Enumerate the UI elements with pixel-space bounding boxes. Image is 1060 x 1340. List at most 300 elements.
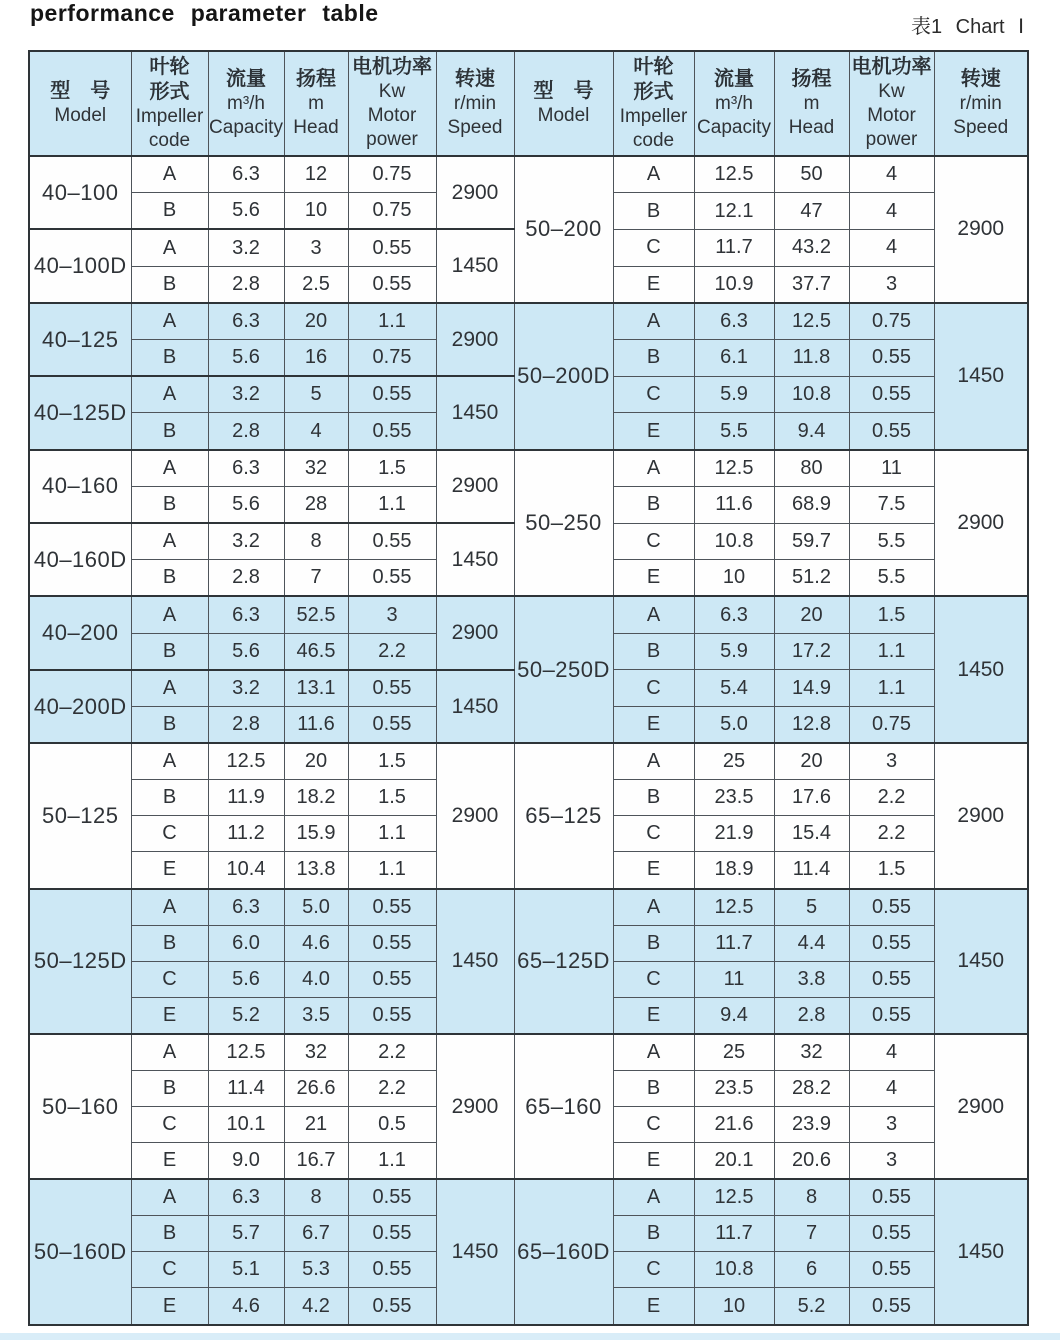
power-cell: 1.1: [348, 303, 436, 340]
capacity-cell: 10.9: [694, 266, 774, 303]
header-head-right: [774, 51, 849, 156]
impeller-cell: B: [131, 413, 208, 450]
power-cell: 0.75: [348, 193, 436, 230]
impeller-cell: E: [131, 1143, 208, 1180]
capacity-cell: 20.1: [694, 1143, 774, 1180]
head-cell: 4.6: [284, 925, 348, 961]
power-cell: 0.55: [348, 961, 436, 997]
impeller-cell: B: [131, 707, 208, 744]
header-line: m: [803, 93, 820, 114]
header-line: code: [632, 129, 675, 151]
header-line: 扬程: [791, 68, 832, 90]
capacity-cell: 10.8: [694, 523, 774, 560]
power-cell: 0.55: [348, 1252, 436, 1288]
power-cell: 0.55: [348, 1179, 436, 1216]
power-cell: 0.55: [348, 413, 436, 450]
head-cell: 80: [774, 450, 849, 487]
header-line: 型 号: [533, 80, 594, 102]
head-cell: 13.1: [284, 670, 348, 707]
header-line: r/min: [453, 93, 497, 114]
head-cell: 20: [284, 303, 348, 340]
head-cell: 20: [284, 743, 348, 780]
impeller-cell: E: [613, 266, 694, 303]
header-line: Impeller: [135, 105, 204, 127]
power-cell: 0.55: [348, 1216, 436, 1252]
head-cell: 5: [284, 376, 348, 413]
impeller-cell: B: [131, 1071, 208, 1107]
header-model-right: [514, 51, 613, 156]
power-cell: 3: [849, 743, 934, 780]
head-cell: 9.4: [774, 413, 849, 450]
speed-cell: 1450: [934, 596, 1028, 743]
impeller-cell: B: [131, 486, 208, 523]
head-cell: 47: [774, 193, 849, 230]
power-cell: 7.5: [849, 486, 934, 523]
power-cell: 0.55: [849, 413, 934, 450]
capacity-cell: 5.2: [208, 997, 284, 1034]
impeller-cell: B: [613, 340, 694, 377]
speed-cell: 1450: [934, 889, 1028, 1034]
header-line: 形式: [633, 80, 674, 103]
power-cell: 0.55: [348, 925, 436, 961]
power-cell: 2.2: [348, 633, 436, 670]
model-cell: 50–200: [514, 156, 613, 303]
capacity-cell: 5.6: [208, 961, 284, 997]
chart-number-label: 表1 Chart Ⅰ: [910, 16, 1024, 38]
head-cell: 11.4: [774, 852, 849, 889]
capacity-cell: 12.5: [208, 1034, 284, 1071]
power-cell: 1.5: [348, 450, 436, 487]
header-line: Head: [788, 117, 835, 138]
model-cell: 65–125: [514, 743, 613, 888]
capacity-cell: 10.1: [208, 1107, 284, 1143]
head-cell: 59.7: [774, 523, 849, 560]
impeller-cell: B: [131, 925, 208, 961]
capacity-cell: 3.2: [208, 523, 284, 560]
table-body: [29, 156, 1028, 1325]
impeller-cell: A: [131, 1179, 208, 1216]
head-cell: 12.8: [774, 707, 849, 744]
impeller-cell: C: [613, 816, 694, 852]
impeller-cell: E: [613, 560, 694, 597]
impeller-cell: C: [613, 670, 694, 707]
power-cell: 5.5: [849, 523, 934, 560]
power-cell: 0.55: [348, 376, 436, 413]
capacity-cell: 4.6: [208, 1288, 284, 1325]
impeller-cell: C: [613, 1107, 694, 1143]
header-line: Kw: [378, 81, 406, 102]
header-speed-left: [436, 51, 514, 156]
header-line: 流量: [226, 68, 266, 90]
capacity-cell: 5.7: [208, 1216, 284, 1252]
impeller-cell: A: [613, 303, 694, 340]
power-cell: 1.5: [348, 780, 436, 816]
power-cell: 0.55: [348, 523, 436, 560]
impeller-cell: A: [131, 889, 208, 926]
header-head-left: [284, 51, 348, 156]
impeller-cell: B: [613, 486, 694, 523]
capacity-cell: 6.3: [208, 303, 284, 340]
power-cell: 0.55: [849, 1179, 934, 1216]
impeller-cell: B: [613, 193, 694, 230]
impeller-cell: B: [613, 633, 694, 670]
head-cell: 8: [284, 523, 348, 560]
impeller-cell: A: [131, 229, 208, 266]
speed-cell: 2900: [934, 1034, 1028, 1179]
model-cell: 40–160D: [29, 523, 131, 596]
capacity-cell: 6.3: [694, 303, 774, 340]
impeller-cell: A: [131, 523, 208, 560]
capacity-cell: 12.1: [694, 193, 774, 230]
speed-cell: 2900: [436, 450, 514, 523]
capacity-cell: 12.5: [694, 889, 774, 926]
impeller-cell: B: [131, 780, 208, 816]
capacity-cell: 9.0: [208, 1143, 284, 1180]
capacity-cell: 5.0: [694, 707, 774, 744]
head-cell: 16.7: [284, 1143, 348, 1180]
head-cell: 51.2: [774, 560, 849, 597]
impeller-cell: B: [613, 925, 694, 961]
power-cell: 2.2: [348, 1071, 436, 1107]
header-line: m³/h: [227, 93, 265, 114]
power-cell: 3: [348, 596, 436, 633]
power-cell: 0.55: [849, 889, 934, 926]
head-cell: 46.5: [284, 633, 348, 670]
capacity-cell: 5.6: [208, 340, 284, 377]
head-cell: 20.6: [774, 1143, 849, 1180]
capacity-cell: 6.3: [694, 596, 774, 633]
capacity-cell: 12.5: [694, 450, 774, 487]
head-cell: 16: [284, 340, 348, 377]
header-line: Head: [293, 117, 339, 138]
power-cell: 0.55: [849, 997, 934, 1034]
head-cell: 5.0: [284, 889, 348, 926]
capacity-cell: 5.6: [208, 193, 284, 230]
power-cell: 1.1: [849, 633, 934, 670]
header-line: 电机功率: [851, 56, 932, 78]
head-cell: 5.2: [774, 1288, 849, 1325]
model-cell: 65–125D: [514, 889, 613, 1034]
capacity-cell: 10.4: [208, 852, 284, 889]
header-capacity-left: [208, 51, 284, 156]
power-cell: 0.55: [849, 376, 934, 413]
capacity-cell: 2.8: [208, 560, 284, 597]
head-cell: 32: [284, 1034, 348, 1071]
model-cell: 40–160: [29, 450, 131, 523]
capacity-cell: 12.5: [208, 743, 284, 780]
capacity-cell: 11.6: [694, 486, 774, 523]
power-cell: 1.5: [849, 852, 934, 889]
capacity-cell: 5.6: [208, 633, 284, 670]
impeller-cell: C: [131, 1107, 208, 1143]
power-cell: 4: [849, 229, 934, 266]
head-cell: 15.9: [284, 816, 348, 852]
capacity-cell: 25: [694, 743, 774, 780]
head-cell: 11.8: [774, 340, 849, 377]
header-line: 扬程: [296, 68, 336, 90]
impeller-cell: C: [613, 523, 694, 560]
header-capacity-right: [694, 51, 774, 156]
power-cell: 1.5: [849, 596, 934, 633]
table-row: [29, 1179, 1028, 1216]
speed-cell: 2900: [436, 1034, 514, 1179]
impeller-cell: A: [613, 156, 694, 193]
impeller-cell: E: [131, 852, 208, 889]
speed-cell: 2900: [436, 303, 514, 376]
head-cell: 26.6: [284, 1071, 348, 1107]
power-cell: 4: [849, 1071, 934, 1107]
head-cell: 23.9: [774, 1107, 849, 1143]
page-title: performance parameter table: [30, 0, 379, 26]
head-cell: 17.6: [774, 780, 849, 816]
impeller-cell: A: [131, 1034, 208, 1071]
capacity-cell: 6.3: [208, 450, 284, 487]
impeller-cell: B: [131, 1216, 208, 1252]
model-cell: 50–125D: [29, 889, 131, 1034]
impeller-cell: C: [613, 961, 694, 997]
power-cell: 2.2: [348, 1034, 436, 1071]
impeller-cell: C: [131, 1252, 208, 1288]
power-cell: 11: [849, 450, 934, 487]
header-line: Motor: [367, 105, 417, 126]
impeller-cell: A: [613, 743, 694, 780]
power-cell: 4: [849, 193, 934, 230]
impeller-cell: A: [613, 450, 694, 487]
head-cell: 4.4: [774, 925, 849, 961]
head-cell: 32: [284, 450, 348, 487]
table-row: [29, 743, 1028, 780]
header-model-left: [29, 51, 131, 156]
capacity-cell: 12.5: [694, 156, 774, 193]
head-cell: 4: [284, 413, 348, 450]
power-cell: 1.5: [348, 743, 436, 780]
head-cell: 3: [284, 229, 348, 266]
power-cell: 0.55: [348, 889, 436, 926]
model-cell: 50–250: [514, 450, 613, 597]
header-line: Kw: [878, 81, 905, 102]
power-cell: 0.75: [348, 156, 436, 193]
impeller-cell: E: [613, 852, 694, 889]
power-cell: 3: [849, 1107, 934, 1143]
power-cell: 5.5: [849, 560, 934, 597]
power-cell: 0.75: [849, 707, 934, 744]
capacity-cell: 23.5: [694, 1071, 774, 1107]
impeller-cell: B: [131, 633, 208, 670]
table-row: [29, 156, 1028, 193]
header-motor-power-right: [849, 51, 934, 156]
head-cell: 20: [774, 743, 849, 780]
bottom-strip: [0, 1333, 1060, 1340]
speed-cell: 2900: [934, 156, 1028, 303]
power-cell: 3: [849, 1143, 934, 1180]
impeller-cell: E: [613, 707, 694, 744]
head-cell: 28: [284, 486, 348, 523]
head-cell: 12.5: [774, 303, 849, 340]
capacity-cell: 25: [694, 1034, 774, 1071]
header-line: Model: [537, 105, 590, 126]
head-cell: 50: [774, 156, 849, 193]
capacity-cell: 6.3: [208, 156, 284, 193]
header-line: 流量: [714, 68, 754, 90]
impeller-cell: A: [131, 743, 208, 780]
head-cell: 20: [774, 596, 849, 633]
capacity-cell: 5.4: [694, 670, 774, 707]
model-cell: 40–125D: [29, 376, 131, 449]
model-cell: 40–200: [29, 596, 131, 669]
impeller-cell: A: [131, 303, 208, 340]
power-cell: 0.75: [348, 340, 436, 377]
table-row: [29, 1034, 1028, 1071]
speed-cell: 1450: [436, 229, 514, 302]
capacity-cell: 6.3: [208, 1179, 284, 1216]
capacity-cell: 3.2: [208, 376, 284, 413]
power-cell: 0.55: [348, 1288, 436, 1325]
impeller-cell: A: [131, 156, 208, 193]
head-cell: 32: [774, 1034, 849, 1071]
header-line: Capacity: [209, 117, 283, 138]
impeller-cell: A: [131, 450, 208, 487]
capacity-cell: 6.1: [694, 340, 774, 377]
table-row: [29, 303, 1028, 340]
impeller-cell: A: [131, 596, 208, 633]
speed-cell: 2900: [436, 743, 514, 888]
model-cell: 50–125: [29, 743, 131, 888]
head-cell: 68.9: [774, 486, 849, 523]
head-cell: 3.8: [774, 961, 849, 997]
model-cell: 50–250D: [514, 596, 613, 743]
capacity-cell: 10: [694, 560, 774, 597]
capacity-cell: 2.8: [208, 266, 284, 303]
header-line: power: [366, 129, 418, 150]
capacity-cell: 21.9: [694, 816, 774, 852]
capacity-cell: 18.9: [694, 852, 774, 889]
power-cell: 0.55: [849, 1216, 934, 1252]
capacity-cell: 11.2: [208, 816, 284, 852]
head-cell: 2.8: [774, 997, 849, 1034]
performance-table: [28, 50, 1029, 1326]
impeller-cell: E: [613, 1143, 694, 1180]
head-cell: 3.5: [284, 997, 348, 1034]
capacity-cell: 10: [694, 1288, 774, 1325]
power-cell: 1.1: [348, 816, 436, 852]
power-cell: 0.55: [348, 707, 436, 744]
head-cell: 18.2: [284, 780, 348, 816]
speed-cell: 2900: [436, 156, 514, 229]
head-cell: 10.8: [774, 376, 849, 413]
capacity-cell: 5.9: [694, 376, 774, 413]
impeller-cell: E: [131, 1288, 208, 1325]
capacity-cell: 21.6: [694, 1107, 774, 1143]
header-line: 叶轮: [633, 55, 674, 78]
capacity-cell: 6.3: [208, 889, 284, 926]
impeller-cell: C: [131, 816, 208, 852]
capacity-cell: 3.2: [208, 229, 284, 266]
header-line: r/min: [959, 93, 1002, 114]
impeller-cell: C: [613, 1252, 694, 1288]
model-cell: 50–160D: [29, 1179, 131, 1325]
header-speed-right: [934, 51, 1028, 156]
header-impeller-left: [131, 51, 208, 156]
power-cell: 1.1: [849, 670, 934, 707]
speed-cell: 1450: [934, 1179, 1028, 1325]
head-cell: 7: [774, 1216, 849, 1252]
capacity-cell: 23.5: [694, 780, 774, 816]
capacity-cell: 11.7: [694, 925, 774, 961]
model-cell: 40–100D: [29, 229, 131, 302]
capacity-cell: 2.8: [208, 707, 284, 744]
impeller-cell: E: [613, 1288, 694, 1325]
impeller-cell: B: [131, 266, 208, 303]
head-cell: 13.8: [284, 852, 348, 889]
head-cell: 21: [284, 1107, 348, 1143]
impeller-cell: E: [613, 413, 694, 450]
capacity-cell: 11.9: [208, 780, 284, 816]
head-cell: 10: [284, 193, 348, 230]
power-cell: 0.55: [849, 961, 934, 997]
head-cell: 4.0: [284, 961, 348, 997]
power-cell: 4: [849, 156, 934, 193]
header-line: 叶轮: [149, 55, 190, 78]
head-cell: 14.9: [774, 670, 849, 707]
head-cell: 8: [774, 1179, 849, 1216]
capacity-cell: 9.4: [694, 997, 774, 1034]
capacity-cell: 12.5: [694, 1179, 774, 1216]
capacity-cell: 5.9: [694, 633, 774, 670]
power-cell: 2.2: [849, 780, 934, 816]
power-cell: 0.5: [348, 1107, 436, 1143]
header-line: Speed: [953, 117, 1009, 138]
speed-cell: 1450: [934, 303, 1028, 450]
capacity-cell: 11.7: [694, 1216, 774, 1252]
speed-cell: 1450: [436, 670, 514, 743]
model-cell: 40–200D: [29, 670, 131, 743]
model-cell: 50–200D: [514, 303, 613, 450]
head-cell: 8: [284, 1179, 348, 1216]
header-line: Capacity: [697, 117, 771, 138]
capacity-cell: 5.5: [694, 413, 774, 450]
speed-cell: 2900: [436, 596, 514, 669]
model-cell: 40–125: [29, 303, 131, 376]
table-row: [29, 450, 1028, 487]
capacity-cell: 3.2: [208, 670, 284, 707]
impeller-cell: A: [131, 670, 208, 707]
impeller-cell: E: [613, 997, 694, 1034]
power-cell: 2.2: [849, 816, 934, 852]
header-line: Motor: [867, 105, 916, 126]
head-cell: 37.7: [774, 266, 849, 303]
power-cell: 1.1: [348, 486, 436, 523]
capacity-cell: 5.1: [208, 1252, 284, 1288]
model-cell: 40–100: [29, 156, 131, 229]
header-line: 转速: [455, 68, 495, 90]
power-cell: 0.55: [348, 560, 436, 597]
header-line: 电机功率: [352, 56, 432, 78]
table-row: [29, 596, 1028, 633]
head-cell: 12: [284, 156, 348, 193]
head-cell: 5: [774, 889, 849, 926]
impeller-cell: A: [613, 1034, 694, 1071]
header-line: m³/h: [715, 93, 753, 114]
capacity-cell: 11.7: [694, 229, 774, 266]
head-cell: 11.6: [284, 707, 348, 744]
header-line: Impeller: [619, 105, 688, 127]
header-motor-power-left: [348, 51, 436, 156]
speed-cell: 2900: [934, 450, 1028, 597]
impeller-cell: B: [613, 1216, 694, 1252]
power-cell: 0.55: [348, 670, 436, 707]
power-cell: 0.55: [849, 925, 934, 961]
power-cell: 1.1: [348, 852, 436, 889]
